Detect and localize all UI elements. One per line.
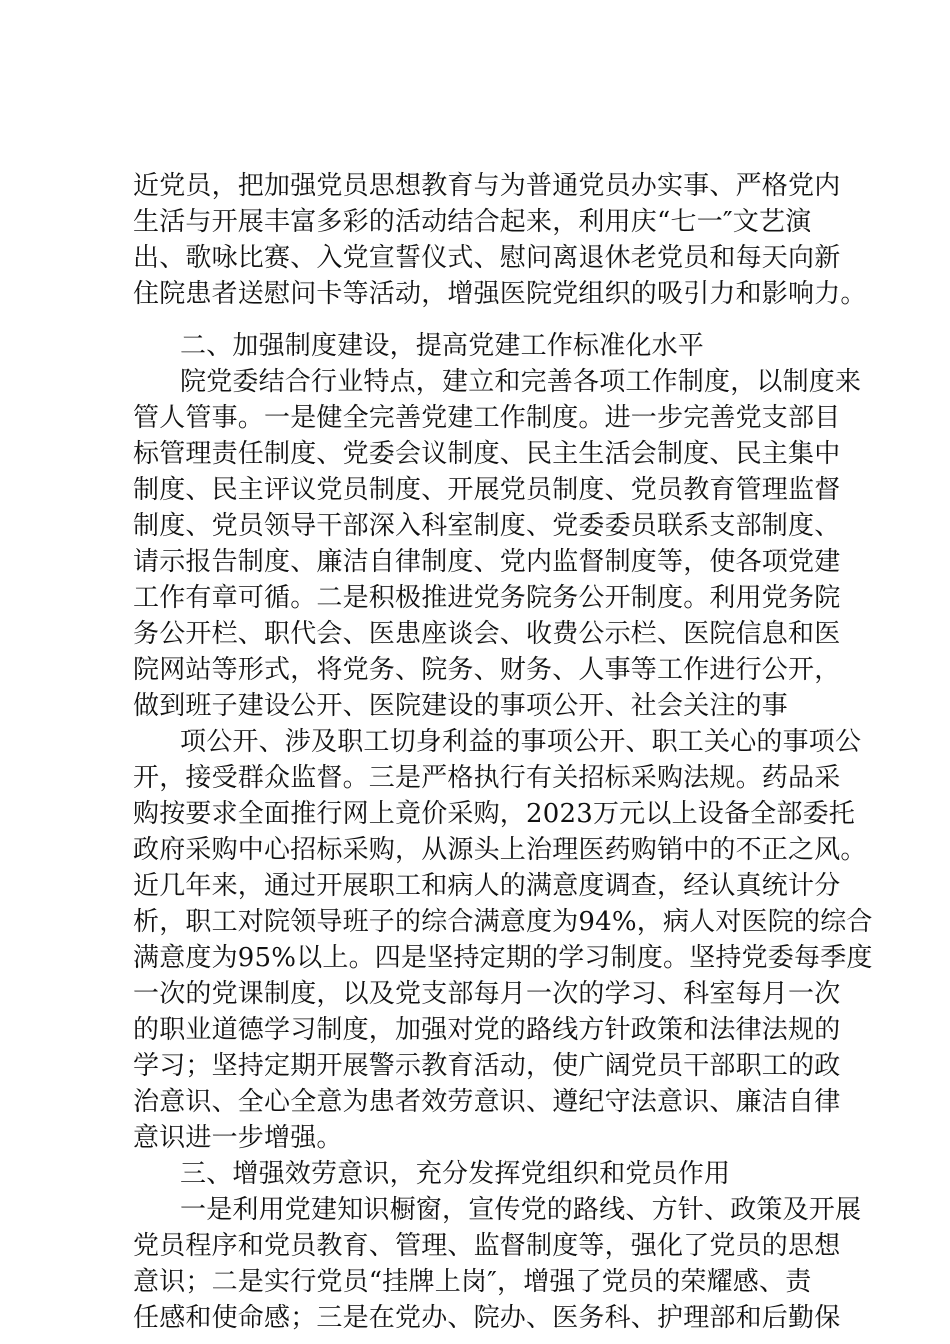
text-line: 请示报告制度、廉洁自律制度、党内监督制度等，使各项党建 <box>133 547 841 577</box>
text-line: 制度、党员领导干部深入科室制度、党委委员联系支部制度、 <box>133 511 841 541</box>
text-line: 意识；二是实行党员“挂牌上岗″，增强了党员的荣耀感、责 <box>133 1267 812 1297</box>
text-line: 一次的党课制度，以及党支部每月一次的学习、科室每月一次 <box>133 979 841 1009</box>
text-line: 工作有章可循。二是积极推进党务院务公开制度。利用党务院 <box>133 583 841 613</box>
text-line: 学习；坚持定期开展警示教育活动，使广阔党员干部职工的政 <box>133 1051 841 1081</box>
text-line: 开，接受群众监督。三是严格执行有关招标采购法规。药品采 <box>133 763 841 793</box>
text-line: 一是利用党建知识橱窗，宣传党的路线、方针、政策及开展 <box>180 1195 862 1225</box>
text-line: 出、歌咏比赛、入党宣誓仪式、慰问离退休老党员和每天向新 <box>133 243 841 273</box>
text-line: 近几年来，通过开展职工和病人的满意度调查，经认真统计分 <box>133 871 841 901</box>
text-line: 住院患者送慰问卡等活动，增强医院党组织的吸引力和影响力。 <box>133 279 867 309</box>
text-line: 意识进一步增强。 <box>133 1123 343 1153</box>
text-line: 务公开栏、职代会、医患座谈会、收费公示栏、医院信息和医 <box>133 619 841 649</box>
text-line: 析，职工对院领导班子的综合满意度为94%，病人对医院的综合 <box>133 907 873 937</box>
text-line: 的职业道德学习制度，加强对党的路线方针政策和法律法规的 <box>133 1015 841 1045</box>
text-line: 标管理责任制度、党委会议制度、民主生活会制度、民主集中 <box>133 439 841 469</box>
section-heading: 二、加强制度建设，提高党建工作标准化水平 <box>180 331 705 361</box>
text-line: 党员程序和党员教育、管理、监督制度等，强化了党员的思想 <box>133 1231 841 1261</box>
text-line: 生活与开展丰富多彩的活动结合起来，利用庆“七一″文艺演 <box>133 207 812 237</box>
text-line: 治意识、全心全意为患者效劳意识、遵纪守法意识、廉洁自律 <box>133 1087 841 1117</box>
text-line: 近党员，把加强党员思想教育与为普通党员办实事、严格党内 <box>133 171 841 201</box>
text-line: 政府采购中心招标采购，从源头上治理医药购销中的不正之风。 <box>133 835 867 865</box>
text-line: 制度、民主评议党员制度、开展党员制度、党员教育管理监督 <box>133 475 841 505</box>
text-line: 院党委结合行业特点，建立和完善各项工作制度，以制度来 <box>180 367 862 397</box>
text-line: 满意度为95%以上。四是坚持定期的学习制度。坚持党委每季度 <box>133 943 873 973</box>
section-heading: 三、增强效劳意识，充分发挥党组织和党员作用 <box>180 1159 731 1189</box>
text-line: 管人管事。一是健全完善党建工作制度。进一步完善党支部目 <box>133 403 841 433</box>
text-line: 购按要求全面推行网上竟价采购，2023万元以上设备全部委托 <box>133 799 855 829</box>
text-line: 项公开、涉及职工切身利益的事项公开、职工关心的事项公 <box>180 727 862 757</box>
text-line: 院网站等形式，将党务、院务、财务、人事等工作进行公开， <box>133 655 841 685</box>
text-line: 任感和使命感；三是在党办、院办、医务科、护理部和后勤保 <box>133 1303 841 1333</box>
text-line: 做到班子建设公开、医院建设的事项公开、社会关注的事 <box>133 691 789 721</box>
